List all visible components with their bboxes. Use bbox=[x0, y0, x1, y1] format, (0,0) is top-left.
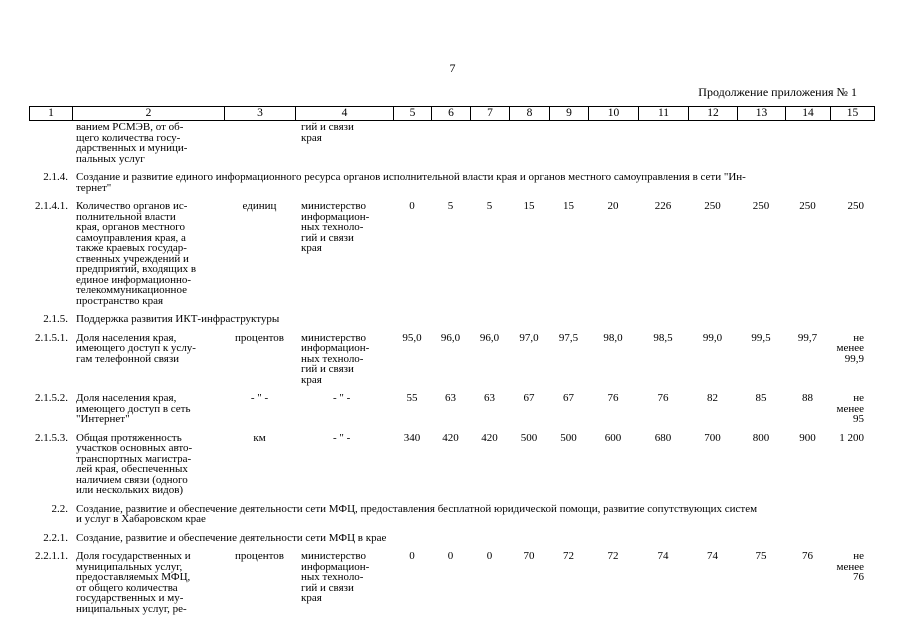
section-row bbox=[29, 164, 874, 193]
value-cell: не менее 95 bbox=[836, 392, 864, 425]
header-cell: 15 bbox=[831, 107, 875, 121]
value-cell: 99,0 bbox=[702, 331, 723, 344]
header-cell: 5 bbox=[394, 107, 432, 121]
value-cell: 5 bbox=[486, 200, 493, 212]
section-title: Создание, развитие и обеспечение деятельности сети МФЦ, предоставления бесплатной юридической помощи, развитие сопутствующих систем и услуг в Хабаровском крае bbox=[76, 502, 758, 525]
header-cell: 4 bbox=[296, 107, 394, 121]
section-title: Создание, развитие и обеспечение деятельности сети МФЦ в крае bbox=[76, 531, 387, 544]
value-cell: 250 bbox=[847, 200, 864, 212]
value-cell: 82 bbox=[707, 392, 718, 404]
responsible-org: министерство информацион- ных техноло- гий и связи края bbox=[301, 200, 370, 254]
unit: процентов bbox=[235, 331, 284, 344]
header-cell: 9 bbox=[550, 107, 589, 121]
indicator-name: Общая протяженность участков основных авто- транспортных магистра- лей края, обеспеченных наличием связи (одного или нескольких видов) bbox=[76, 431, 193, 496]
value-cell: 226 bbox=[654, 200, 672, 212]
indicator-name: Доля государственных и муниципальных услуг, предоставляемых МФЦ, от общего количества государственных и му- ниципальных услуг, ре- bbox=[76, 550, 191, 615]
table-row bbox=[29, 193, 874, 306]
unit: процентов bbox=[235, 550, 284, 562]
table-row bbox=[29, 385, 874, 425]
value-cell: 0 bbox=[447, 550, 454, 562]
header-cell: 14 bbox=[786, 107, 831, 121]
row-number: 2.1.5.2. bbox=[35, 392, 68, 404]
header-cell: 2 bbox=[73, 107, 225, 121]
unit: - " - bbox=[250, 392, 269, 404]
header-row bbox=[30, 107, 875, 121]
responsible-org: министерство информацион- ных техноло- гий и связи края bbox=[301, 550, 370, 604]
section-number: 2.2.1. bbox=[43, 531, 68, 544]
value-cell: 67 bbox=[563, 392, 574, 404]
value-cell: 420 bbox=[481, 431, 498, 444]
value-cell: 5 bbox=[447, 200, 454, 212]
table-row bbox=[29, 425, 874, 496]
value-cell: 85 bbox=[755, 392, 767, 404]
section-title: Создание и развитие единого информационного ресурса органов исполнительной власти края и органов местного самоуправления в сети "Ин- тернет" bbox=[76, 171, 746, 194]
value-cell: 97,0 bbox=[519, 331, 539, 344]
value-cell: 74 bbox=[707, 550, 718, 562]
section-title: Поддержка развития ИКТ-инфраструктуры bbox=[76, 313, 280, 325]
value-cell: 75 bbox=[755, 550, 767, 562]
value-cell: 99,5 bbox=[751, 331, 771, 344]
section-row bbox=[29, 496, 874, 525]
row-number: 2.2.1.1. bbox=[35, 550, 68, 562]
value-cell: 76 bbox=[657, 392, 669, 404]
value-cell: 15 bbox=[563, 200, 574, 212]
header-cell: 10 bbox=[589, 107, 639, 121]
value-cell: 95,0 bbox=[402, 331, 422, 344]
continuation-note: Продолжение приложения № 1 bbox=[698, 85, 857, 99]
responsible-org: гий и связи края bbox=[301, 121, 354, 144]
value-cell: 74 bbox=[657, 550, 669, 562]
row-number: 2.1.5.1. bbox=[35, 331, 68, 344]
value-cell: 96,0 bbox=[440, 331, 461, 344]
value-cell: 55 bbox=[406, 392, 418, 404]
value-cell: 72 bbox=[563, 550, 574, 562]
value-cell: 72 bbox=[607, 550, 619, 562]
header-cell: 8 bbox=[510, 107, 550, 121]
section-number: 2.1.5. bbox=[43, 313, 68, 325]
value-cell: 67 bbox=[523, 392, 535, 404]
unit: км bbox=[253, 431, 266, 444]
responsible-org: министерство информацион- ных техноло- гий и связи края bbox=[301, 331, 370, 386]
value-cell: 63 bbox=[484, 392, 495, 404]
section-row bbox=[29, 306, 874, 325]
value-cell: 76 bbox=[607, 392, 619, 404]
value-cell: 0 bbox=[409, 550, 415, 562]
table-row-carryover bbox=[29, 122, 874, 164]
unit: единиц bbox=[242, 200, 277, 212]
value-cell: 600 bbox=[604, 431, 622, 444]
value-cell: 98,0 bbox=[603, 331, 623, 344]
indicator-name: ванием РСМЭВ, от об- щего количества госу- дарственных и муници- пальных услуг bbox=[76, 121, 188, 165]
value-cell: 0 bbox=[486, 550, 493, 562]
value-cell: 500 bbox=[520, 431, 538, 444]
page-number: 7 bbox=[449, 61, 456, 75]
row-number: 2.1.4.1. bbox=[35, 200, 68, 212]
table-row bbox=[29, 325, 874, 386]
table-row bbox=[29, 543, 874, 614]
value-cell: 98,5 bbox=[653, 331, 673, 344]
value-cell: 900 bbox=[799, 431, 816, 444]
responsible-org: - " - bbox=[333, 431, 351, 444]
value-cell: 250 bbox=[799, 200, 816, 212]
header-cell: 6 bbox=[432, 107, 471, 121]
value-cell: 88 bbox=[802, 392, 813, 404]
row-number: 2.1.5.3. bbox=[35, 431, 68, 444]
value-cell: 63 bbox=[445, 392, 456, 404]
value-cell: 340 bbox=[403, 431, 421, 444]
column-header-table bbox=[29, 106, 875, 121]
value-cell: 96,0 bbox=[479, 331, 500, 344]
responsible-org: - " - bbox=[333, 392, 351, 404]
value-cell: 99,7 bbox=[797, 331, 818, 344]
value-cell: 76 bbox=[802, 550, 813, 562]
section-number: 2.2. bbox=[51, 502, 68, 515]
value-cell: 700 bbox=[704, 431, 721, 444]
header-cell: 1 bbox=[30, 107, 73, 121]
value-cell: 680 bbox=[654, 431, 672, 444]
header-cell: 3 bbox=[225, 107, 296, 121]
indicator-name: Доля населения края, имеющего доступ к услу- гам телефонной связи bbox=[76, 331, 196, 365]
value-cell: 1 200 bbox=[839, 431, 864, 444]
value-cell: 0 bbox=[409, 200, 415, 212]
indicator-name: Количество органов ис- полнительной власти края, органов местного самоуправления края, а также краевых государ- ственных учреждений и предприятий, входящих в единое информационно- телекоммуникационное пространство края bbox=[76, 200, 197, 307]
header-cell: 12 bbox=[689, 107, 738, 121]
header-cell: 11 bbox=[639, 107, 689, 121]
value-cell: не менее 76 bbox=[836, 550, 864, 583]
value-cell: 20 bbox=[607, 200, 619, 212]
indicator-name: Доля населения края, имеющего доступ в сеть "Интернет" bbox=[76, 392, 191, 425]
header-cell: 13 bbox=[738, 107, 786, 121]
value-cell: 800 bbox=[752, 431, 770, 444]
value-cell: 15 bbox=[523, 200, 535, 212]
indicators-table bbox=[29, 122, 874, 614]
value-cell: 420 bbox=[442, 431, 459, 444]
header-cell: 7 bbox=[471, 107, 510, 121]
section-number: 2.1.4. bbox=[43, 171, 68, 183]
section-row bbox=[29, 525, 874, 544]
value-cell: 97,5 bbox=[558, 331, 579, 344]
value-cell: 500 bbox=[560, 431, 577, 444]
value-cell: 70 bbox=[523, 550, 535, 562]
value-cell: 250 bbox=[752, 200, 770, 212]
value-cell: 250 bbox=[704, 200, 721, 212]
value-cell: не менее 99,9 bbox=[836, 331, 864, 365]
